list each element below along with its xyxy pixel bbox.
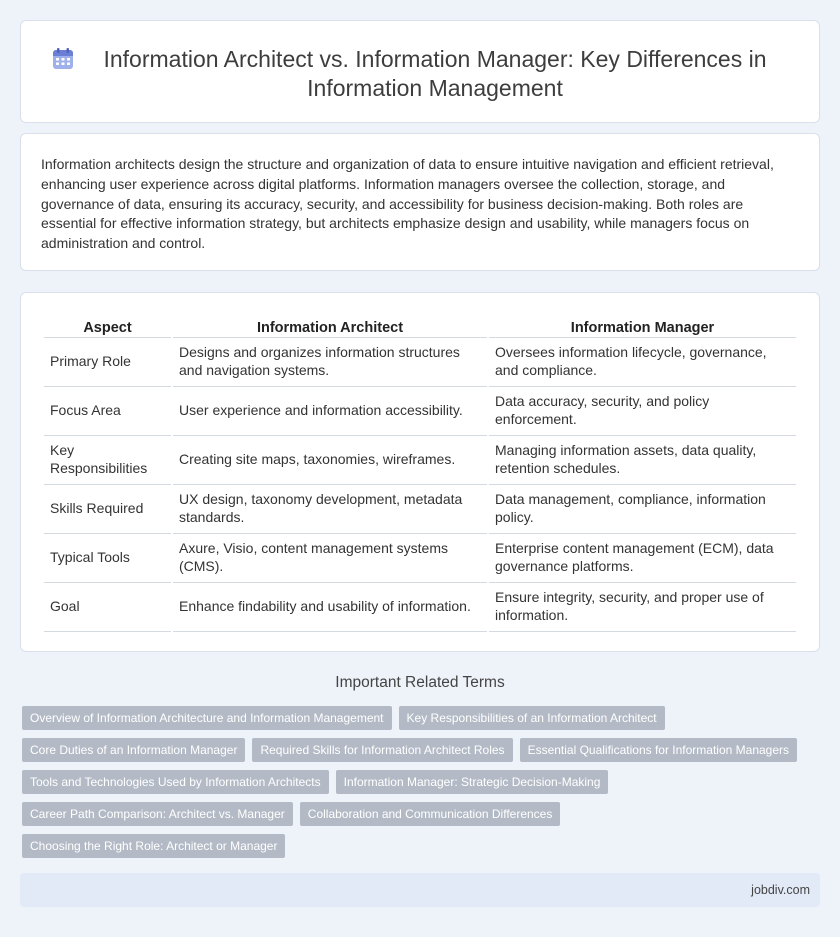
intro-card (20, 133, 820, 271)
table-row (44, 583, 796, 632)
footer (20, 873, 820, 907)
related-term-tag[interactable]: Tools and Technologies Used by Information Architects (22, 770, 329, 794)
row-aspect: Typical Tools (44, 534, 171, 583)
row-architect: User experience and information accessibility. (173, 387, 487, 436)
row-aspect: Primary Role (44, 338, 171, 387)
footer-site-link[interactable]: jobdiv.com (751, 883, 810, 897)
table-row (44, 436, 796, 485)
page-title: Information Architect vs. Information Manager: Key Differences in Information Management (103, 46, 767, 101)
related-terms-title: Important Related Terms (335, 674, 505, 691)
related-term-tag[interactable]: Collaboration and Communication Differences (300, 802, 561, 826)
table-row (44, 338, 796, 387)
header-information-manager: Information Manager (489, 315, 796, 338)
row-manager: Data management, compliance, information policy. (489, 485, 796, 534)
row-architect: Enhance findability and usability of information. (173, 583, 487, 632)
row-architect: Axure, Visio, content management systems (CMS). (173, 534, 487, 583)
row-aspect: Focus Area (44, 387, 171, 436)
related-term-tag[interactable]: Information Manager: Strategic Decision-Making (336, 770, 609, 794)
related-term-tag[interactable]: Key Responsibilities of an Information Architect (399, 706, 665, 730)
header-information-architect: Information Architect (173, 315, 487, 338)
row-aspect: Goal (44, 583, 171, 632)
row-manager: Managing information assets, data quality, retention schedules. (489, 436, 796, 485)
related-term-tag[interactable]: Choosing the Right Role: Architect or Manager (22, 834, 285, 858)
row-aspect: Key Responsibilities (44, 436, 171, 485)
header-card (20, 20, 820, 123)
related-term-tag[interactable]: Core Duties of an Information Manager (22, 738, 245, 762)
related-term-tag[interactable]: Essential Qualifications for Information Managers (520, 738, 797, 762)
row-manager: Data accuracy, security, and policy enforcement. (489, 387, 796, 436)
header-aspect: Aspect (44, 315, 171, 338)
table-row (44, 485, 796, 534)
row-architect: Creating site maps, taxonomies, wireframes. (173, 436, 487, 485)
comparison-table (42, 315, 798, 632)
table-header-row (44, 315, 796, 338)
comparison-table-card (20, 292, 820, 652)
related-term-tag[interactable]: Career Path Comparison: Architect vs. Manager (22, 802, 293, 826)
related-term-tag[interactable]: Overview of Information Architecture and Information Management (22, 706, 392, 730)
row-architect: Designs and organizes information structures and navigation systems. (173, 338, 487, 387)
row-aspect: Skills Required (44, 485, 171, 534)
row-manager: Enterprise content management (ECM), data governance platforms. (489, 534, 796, 583)
table-row (44, 534, 796, 583)
row-manager: Oversees information lifecycle, governance, and compliance. (489, 338, 796, 387)
related-terms-list (22, 706, 812, 858)
row-manager: Ensure integrity, security, and proper use of information. (489, 583, 796, 632)
intro-paragraph: Information architects design the structure and organization of data to ensure intuitive navigation and efficient retrieval, enhancing user experience across digital platforms. Information managers oversee the collection, storage, and governance of data, ensuring its accuracy, security, and accessibility for business decision-making. Both roles are essential for effective information strategy, but architects emphasize design and usability, while managers focus on administration and control. (41, 156, 774, 252)
row-architect: UX design, taxonomy development, metadata standards. (173, 485, 487, 534)
related-term-tag[interactable]: Required Skills for Information Architect Roles (252, 738, 512, 762)
table-row (44, 387, 796, 436)
